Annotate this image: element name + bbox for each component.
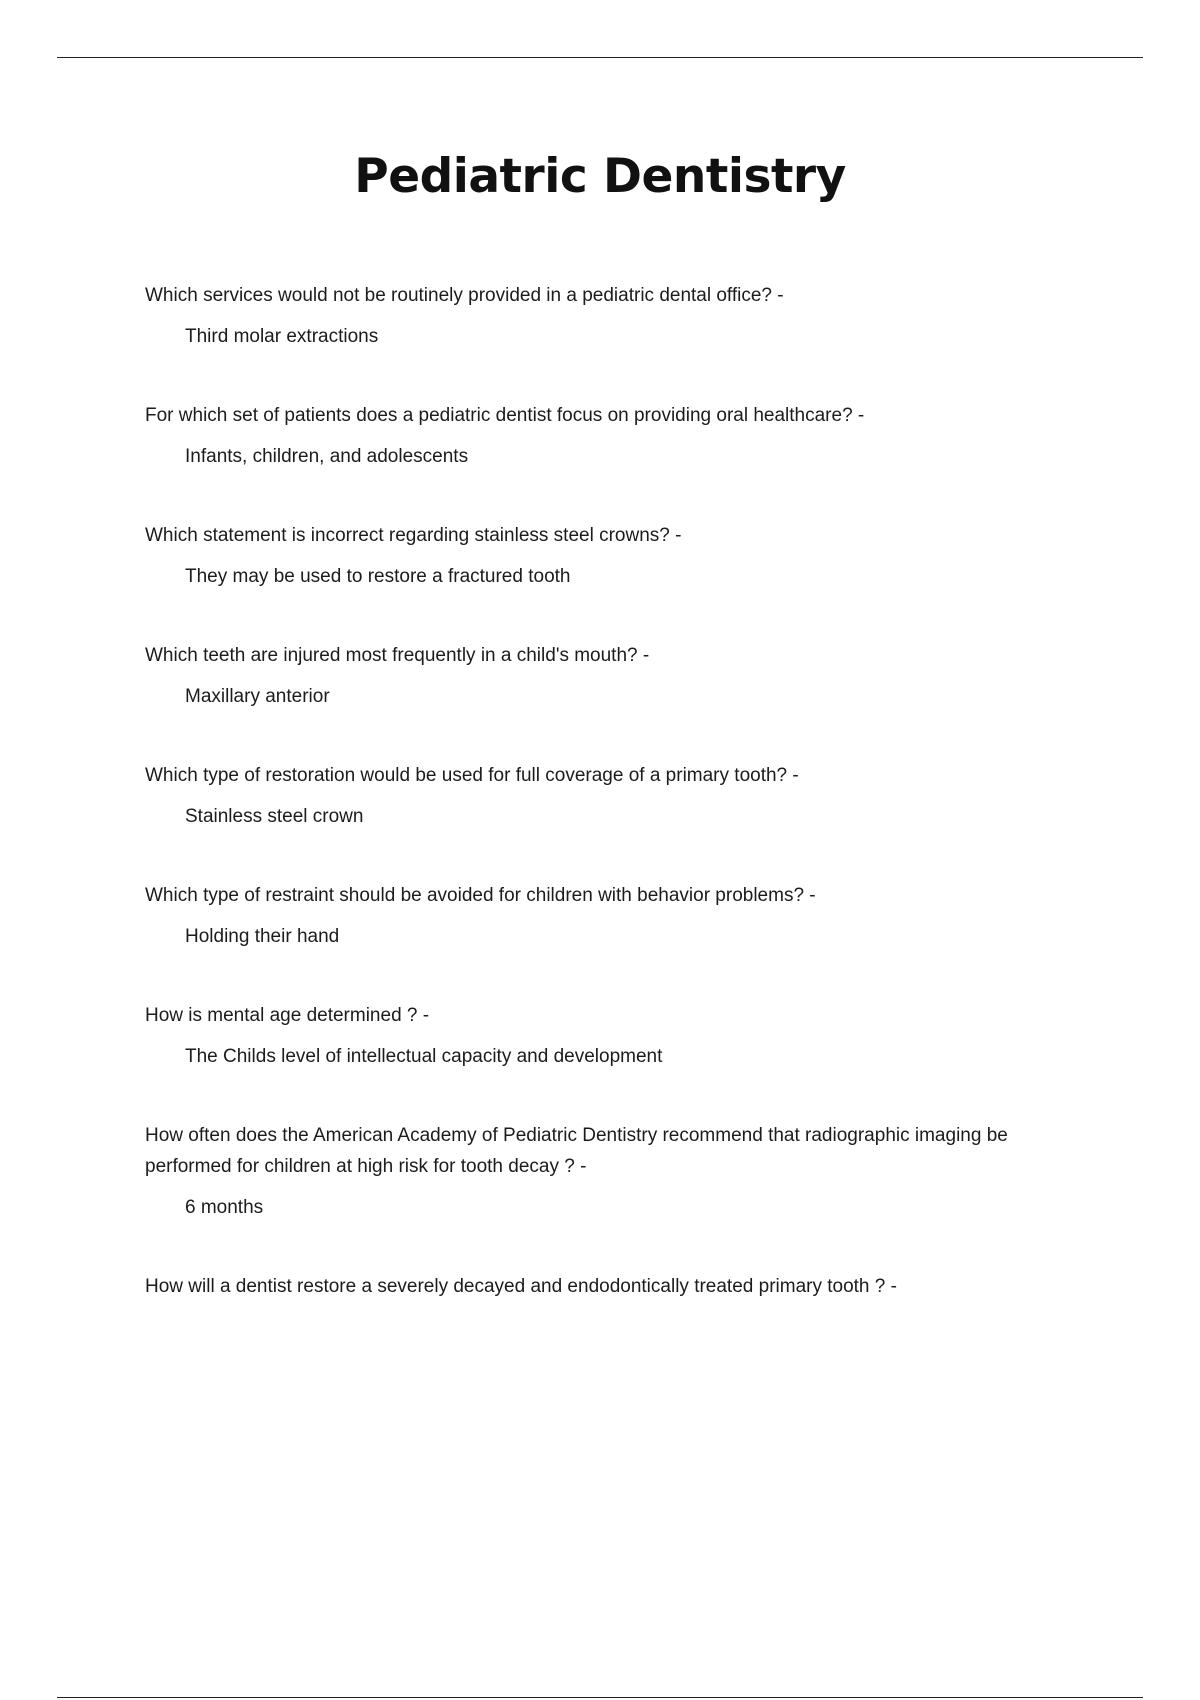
answer-text: Holding their hand [185, 926, 340, 947]
qa-item [145, 1120, 1095, 1223]
answer-text: They may be used to restore a fractured tooth [185, 566, 571, 587]
qa-item [145, 280, 1095, 352]
answer-text: 6 months [185, 1197, 264, 1218]
qa-list [145, 280, 1095, 1350]
qa-item [145, 760, 1095, 832]
qa-item [145, 1000, 1095, 1072]
qa-item [145, 640, 1095, 712]
question-text: For which set of patients does a pediatric dentist focus on providing oral healthcare? - [145, 405, 865, 426]
page-title: Pediatric Dentistry [354, 149, 846, 204]
question-text: How often does the American Academy of Pediatric Dentistry recommend that radiographic imaging be performed for children at high risk for tooth decay ? - [145, 1125, 1008, 1177]
bottom-divider [57, 1697, 1143, 1698]
answer-text: The Childs level of intellectual capacity and development [185, 1046, 663, 1067]
answer-text: Third molar extractions [185, 326, 379, 347]
question-text: How is mental age determined ? - [145, 1005, 430, 1026]
qa-item [145, 520, 1095, 592]
question-text: Which teeth are injured most frequently in a child's mouth? - [145, 645, 650, 666]
question-text: Which services would not be routinely provided in a pediatric dental office? - [145, 285, 784, 306]
question-text: Which type of restraint should be avoided for children with behavior problems? - [145, 885, 816, 906]
question-text: How will a dentist restore a severely decayed and endodontically treated primary tooth ? - [145, 1276, 897, 1297]
qa-item [145, 400, 1095, 472]
question-text: Which statement is incorrect regarding stainless steel crowns? - [145, 525, 682, 546]
question-text: Which type of restoration would be used for full coverage of a primary tooth? - [145, 765, 799, 786]
qa-item [145, 880, 1095, 952]
qa-item [145, 1271, 1095, 1302]
answer-text: Maxillary anterior [185, 686, 330, 707]
answer-text: Stainless steel crown [185, 806, 364, 827]
answer-text: Infants, children, and adolescents [185, 446, 469, 467]
top-divider [57, 57, 1143, 58]
